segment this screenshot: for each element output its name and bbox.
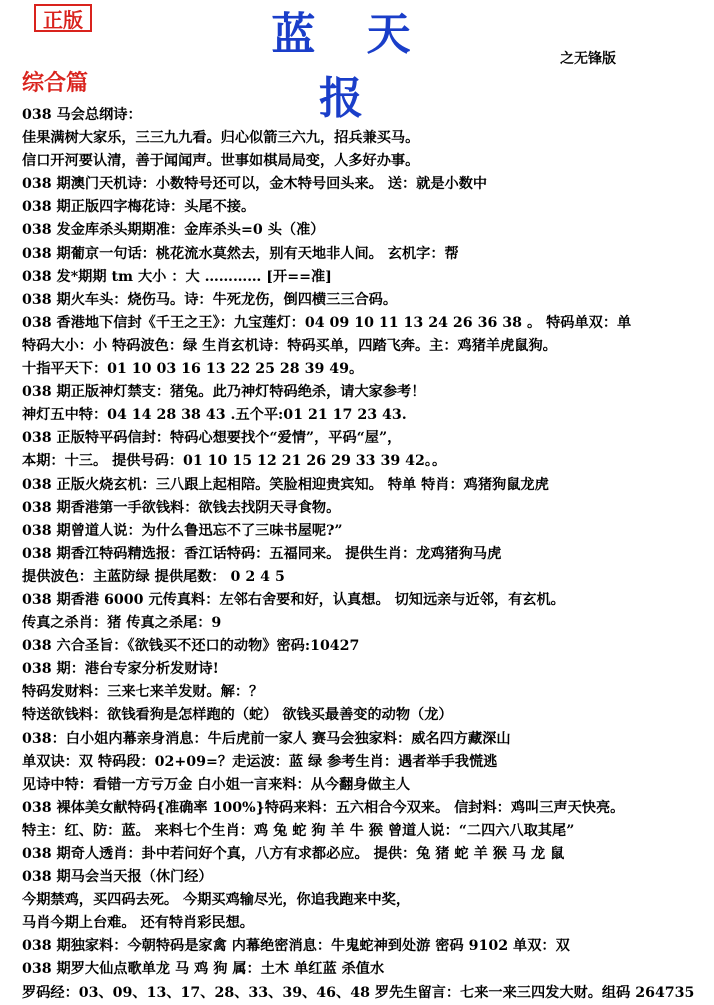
text-line: 今期禁鸡，买四码去死。 今期买鸡输尽光，你追我跑来中奖， [22,892,411,909]
text-line: 马肖今期上台难。 还有特肖彩民想。 [22,915,254,932]
text-line: 038 期奇人透肖：卦中若问好个真，八方有求都必应。 提供：兔 猪 蛇 羊 猴 马 龙 鼠 [22,846,565,862]
text-line: 038 六合圣旨：《欲钱买不还口的动物》密码:10427 [22,638,360,655]
text-line: 罗码经：03、09、13、17、28、33、39、46、48 罗先生留言：七来一来三四发大财。组码 264735 [22,984,695,1001]
text-line: 038 期正版神灯禁支：猪兔。此乃神灯特码绝杀，请大家参考！ [22,384,426,401]
text-line: 038 期独家料：今朝特码是家禽 内幕绝密消息：牛鬼蛇神到处游 密码 9102 单双：双 [22,938,570,955]
text-line: 038：白小姐内幕亲身消息：牛后虎前一家人 赛马会独家料：威名四方藏深山 [22,730,511,747]
content-lines [22,104,702,1005]
text-line: 038 期马会当天报（休门经） [22,869,213,886]
text-line: 038 正版特平码信封：特码心想要找个“爱情”，平码“屋”， [22,430,402,447]
text-line: 038 期正版四字梅花诗：头尾不接。 [22,199,256,216]
text-line: 038 期香江特码精选报：香江话特码：五福同来。 提供生肖：龙鸡猪狗马虎 [22,545,502,562]
text-line: 本期：十三。 提供号码：01 10 15 12 21 26 29 33 39 42。。 [22,453,447,470]
text-line: 038 马会总纲诗： [22,107,142,123]
text-line: 038 发金库杀头期期准：金库杀头=0 头（准） [22,222,325,239]
text-line: 038 裸体美女献特码{准确率 100%}特码来料：五六相合今双来。 信封料：鸡叫三声天快亮。 [22,799,625,816]
text-line: 传真之杀肖：猪 传真之杀尾：9 [22,615,222,632]
text-line: 038 期葡京一句话：桃花流水莫然去，别有天地非人间。 玄机字：帮 [22,245,459,262]
page-title: 蓝 天 报 [271,9,429,124]
text-line: 特主：红、防：蓝。 来料七个生肖：鸡 兔 蛇 狗 羊 牛 猴 曾道人说：“二四六八取其尾” [22,822,575,839]
text-line: 038 期曾道人说：为什么鲁迅忘不了三味书屋呢?” [22,522,343,539]
text-line: 特码发财料：三来七来羊发财。解：？ [22,684,264,701]
text-line: 038 发*期期 tm 大小 ：大 ………… [开==准] [22,268,332,285]
genuine-badge: 正版 [34,4,92,32]
text-line: 十指平天下：01 10 03 16 13 22 25 28 39 49。 [22,361,364,378]
text-line: 038 期香港 6000 元传真料：左邻右舍要和好，认真想。 切知远亲与近邻，有玄机。 [22,591,565,608]
section-heading: 综合篇 [22,70,89,96]
text-line: 单双诀：双 特码段：02+09=？走运波：蓝 绿 参考生肖：遇者举手我慌逃 [22,753,498,770]
text-line: 见诗中特：看错一方亏万金 白小姐一言来料：从今翻身做主人 [22,776,411,793]
text-line: 特码大小：小 特码波色：绿 生肖玄机诗：特码买单，四踏飞奔。主：鸡猪羊虎鼠狗。 [22,337,557,354]
text-line: 佳果满树大家乐，三三九九看。归心似箭三六九，招兵兼买马。 [22,130,420,147]
text-line: 038 香港地下信封《千王之王》：九宝莲灯：04 09 10 11 13 24 26 36 38 。 特码单双：单 [22,314,632,331]
text-line: 038 期：港台专家分析发财诗! [22,661,219,678]
text-line: 038 正版火烧玄机：三八跟上起相陪。笑脸相迎贵宾知。 特单 特肖：鸡猪狗鼠龙虎 [22,476,549,493]
edition-subtitle: 之无锋版 [560,51,616,67]
text-line: 038 期澳门天机诗：小数特号还可以，金木特号回头来。 送：就是小数中 [22,176,488,193]
text-line: 038 期香港第一手欲钱料：欲钱去找阴天寻食物。 [22,499,341,516]
text-line: 特送欲钱料：欲钱看狗是怎样跑的（蛇） 欲钱买最善变的动物（龙） [22,707,453,724]
text-line: 信口开河要认清，善于闻闻声。世事如棋局局变，人多好办事。 [22,153,420,170]
text-line: 038 期火车头：烧伤马。诗：牛死龙伤，倒四横三三合码。 [22,291,398,308]
text-line: 神灯五中特：04 14 28 38 43 .五个平:01 21 17 23 43. [22,407,407,424]
text-line: 提供波色：主蓝防绿 提供尾数： 0 2 4 5 [22,568,285,585]
text-line: 038 期罗大仙点歌单龙 马 鸡 狗 属：土木 单红蓝 杀值水 [22,961,385,978]
